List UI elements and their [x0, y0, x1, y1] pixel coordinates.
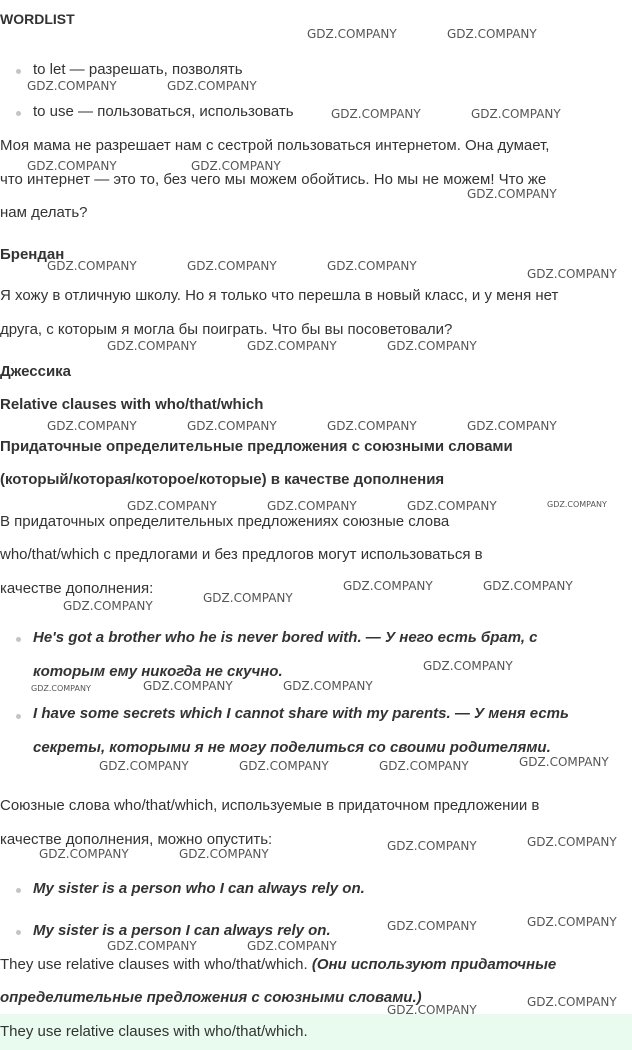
grammar-title: Relative clauses with who/that/which: [0, 396, 264, 413]
watermark-text: GDZ.COMPANY: [483, 579, 573, 593]
watermark-text: GDZ.COMPANY: [191, 159, 281, 173]
watermark-text: GDZ.COMPANY: [27, 159, 117, 173]
bullet-dot: [16, 930, 21, 935]
watermark-text: GDZ.COMPANY: [307, 27, 397, 41]
watermark-text: GDZ.COMPANY: [47, 259, 137, 273]
watermark-text: GDZ.COMPANY: [239, 759, 329, 773]
omit-example-1: My sister is a person who I can always rely on.: [33, 880, 365, 897]
omit-example-2: My sister is a person I can always rely on.: [33, 922, 331, 939]
grammar-subtitle-line1: Придаточные определительные предложения с союзными словами: [0, 438, 513, 455]
example-1-line2: которым ему никогда не скучно.: [33, 663, 283, 680]
watermark-text: GDZ.COMPANY: [283, 679, 373, 693]
watermark-text: GDZ.COMPANY: [331, 107, 421, 121]
watermark-text: GDZ.COMPANY: [99, 759, 189, 773]
letter-brendan-line2: что интернет — это то, без чего мы можем обойтись. Но мы не можем! Что же: [0, 171, 547, 188]
signature-brendan: Брендан: [0, 246, 65, 263]
bullet-dot: [16, 69, 21, 74]
example-2-line2: секреты, которыми я не могу поделиться со своими родителями.: [33, 739, 551, 756]
wordlist-item-use: to use — пользоваться, использовать: [33, 103, 294, 120]
letter-jessica-line1: Я хожу в отличную школу. Но я только что перешла в новый класс, и у меня нет: [0, 287, 559, 304]
grammar-intro-line1: В придаточных определительных предложениях союзные слова: [0, 513, 450, 530]
letter-brendan-line1: Моя мама не разрешает нам с сестрой пользоваться интернетом. Она думает,: [0, 137, 550, 154]
answer-box: [0, 1014, 632, 1050]
watermark-text: GDZ.COMPANY: [27, 79, 117, 93]
watermark-text: GDZ.COMPANY: [187, 419, 277, 433]
watermark-text: GDZ.COMPANY: [447, 27, 537, 41]
watermark-text: GDZ.COMPANY: [519, 755, 609, 769]
watermark-text: GDZ.COMPANY: [327, 259, 417, 273]
summary-line2: определительные предложения с союзными словами.): [0, 989, 422, 1006]
grammar-intro-line2: who/that/which с предлогами и без предлогов могут использоваться в: [0, 546, 483, 563]
watermark-text: GDZ.COMPANY: [423, 659, 513, 673]
watermark-text: GDZ.COMPANY: [327, 419, 417, 433]
watermark-text: GDZ.COMPANY: [63, 599, 153, 613]
watermark-text: GDZ.COMPANY: [247, 939, 337, 953]
watermark-text: GDZ.COMPANY: [527, 915, 617, 929]
watermark-text: GDZ.COMPANY: [527, 835, 617, 849]
watermark-text: GDZ.COMPANY: [107, 939, 197, 953]
example-2-line1: I have some secrets which I cannot share with my parents. — У меня есть: [33, 705, 569, 722]
watermark-text: GDZ.COMPANY: [31, 684, 91, 693]
grammar-subtitle-line2: (который/которая/которое/которые) в качестве дополнения: [0, 471, 445, 488]
watermark-text: GDZ.COMPANY: [179, 847, 269, 861]
watermark-text: GDZ.COMPANY: [547, 500, 607, 509]
watermark-text: GDZ.COMPANY: [407, 499, 497, 513]
answer-text: They use relative clauses with who/that/which.: [0, 1023, 308, 1040]
omit-rule-line1: Союзные слова who/that/which, используемые в придаточном предложении в: [0, 797, 540, 814]
watermark-text: GDZ.COMPANY: [467, 419, 557, 433]
watermark-text: GDZ.COMPANY: [127, 499, 217, 513]
watermark-text: GDZ.COMPANY: [387, 919, 477, 933]
watermark-text: GDZ.COMPANY: [143, 679, 233, 693]
wordlist-item-let: to let — разрешать, позволять: [33, 61, 243, 78]
watermark-text: GDZ.COMPANY: [379, 759, 469, 773]
watermark-text: GDZ.COMPANY: [267, 499, 357, 513]
watermark-text: GDZ.COMPANY: [47, 419, 137, 433]
example-1-line1: He's got a brother who he is never bored with. — У него есть брат, с: [33, 629, 538, 646]
letter-jessica-line2: друга, с которым я могла бы поиграть. Что бы вы посоветовали?: [0, 321, 453, 338]
bullet-dot: [16, 111, 21, 116]
watermark-text: GDZ.COMPANY: [39, 847, 129, 861]
watermark-text: GDZ.COMPANY: [203, 591, 293, 605]
watermark-text: GDZ.COMPANY: [527, 995, 617, 1009]
watermark-text: GDZ.COMPANY: [387, 839, 477, 853]
watermark-text: GDZ.COMPANY: [467, 187, 557, 201]
watermark-text: GDZ.COMPANY: [387, 339, 477, 353]
watermark-text: GDZ.COMPANY: [187, 259, 277, 273]
summary-english: They use relative clauses with who/that/which.: [0, 956, 312, 973]
signature-jessica: Джессика: [0, 363, 72, 380]
bullet-dot: [16, 637, 21, 642]
grammar-intro-line3: качестве дополнения:: [0, 580, 154, 597]
letter-brendan-line3: нам делать?: [0, 204, 88, 221]
watermark-text: GDZ.COMPANY: [167, 79, 257, 93]
watermark-text: GDZ.COMPANY: [387, 1003, 477, 1017]
bullet-dot: [16, 888, 21, 893]
watermark-text: GDZ.COMPANY: [471, 107, 561, 121]
summary-translation-start: (Они используют придаточные: [311, 956, 557, 973]
bullet-dot: [16, 714, 21, 719]
watermark-text: GDZ.COMPANY: [343, 579, 433, 593]
wordlist-title: WORDLIST: [0, 11, 75, 27]
omit-rule-line2: качестве дополнения, можно опустить:: [0, 831, 273, 848]
watermark-text: GDZ.COMPANY: [247, 339, 337, 353]
watermark-text: GDZ.COMPANY: [107, 339, 197, 353]
watermark-text: GDZ.COMPANY: [527, 267, 617, 281]
